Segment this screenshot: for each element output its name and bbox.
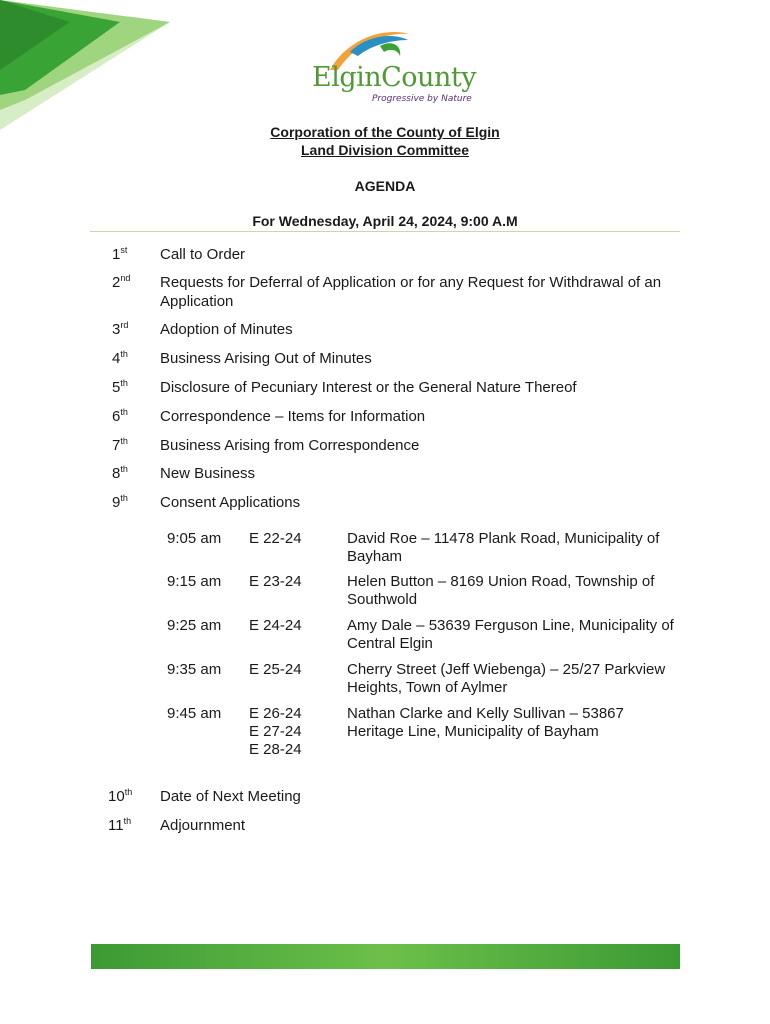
item-text: Business Arising Out of Minutes xyxy=(160,350,372,367)
item-number: 9th xyxy=(112,493,128,511)
item-number: 3rd xyxy=(112,320,129,338)
footer-bar xyxy=(91,944,680,969)
item-number: 7th xyxy=(112,436,128,454)
committee-title: Land Division Committee xyxy=(300,142,470,158)
header-divider xyxy=(90,231,680,232)
logo-tagline: Progressive by Nature xyxy=(372,94,472,104)
item-text: New Business xyxy=(160,465,256,482)
item-number: 8th xyxy=(112,464,128,482)
application-file-number: E 23-24 xyxy=(249,573,302,590)
application-file-number: E 22-24 xyxy=(249,530,302,547)
application-file-number: E 24-24 xyxy=(249,617,302,634)
item-text: Requests for Deferral of Application or for any Request for Withdrawal of an Application xyxy=(160,274,662,310)
application-time: 9:45 am xyxy=(167,705,222,722)
application-description: Amy Dale – 53639 Ferguson Line, Municipality of Central Elgin xyxy=(347,617,674,652)
item-number: 10th xyxy=(108,787,133,805)
application-file-number: E 26-24 E 27-24 E 28-24 xyxy=(249,705,302,758)
application-time: 9:05 am xyxy=(167,530,222,547)
application-time: 9:35 am xyxy=(167,661,222,678)
application-description: Nathan Clarke and Kelly Sullivan – 53867 Heritage Line, Municipality of Bayham xyxy=(347,705,624,740)
item-number: 2nd xyxy=(112,273,131,291)
item-number: 5th xyxy=(112,378,128,396)
item-text: Call to Order xyxy=(160,246,246,263)
item-number: 6th xyxy=(112,407,128,425)
application-description: Helen Button – 8169 Union Road, Township of Southwold xyxy=(347,573,655,608)
application-time: 9:25 am xyxy=(167,617,222,634)
application-file-number: E 25-24 xyxy=(249,661,302,678)
meeting-date: For Wednesday, April 24, 2024, 9:00 A.M xyxy=(252,213,518,229)
application-time: 9:15 am xyxy=(167,573,222,590)
application-description: David Roe – 11478 Plank Road, Municipality of Bayham xyxy=(347,530,660,565)
item-text: Date of Next Meeting xyxy=(160,788,301,805)
organization-title: Corporation of the County of Elgin xyxy=(270,124,500,140)
item-text: Adoption of Minutes xyxy=(160,321,293,338)
item-text: Adjournment xyxy=(160,817,246,834)
item-text: Correspondence – Items for Information xyxy=(160,408,426,425)
agenda-title: AGENDA xyxy=(354,178,416,194)
elgin-county-logo xyxy=(300,22,490,112)
item-text: Disclosure of Pecuniary Interest or the General Nature Thereof xyxy=(160,379,577,396)
logo-wordmark: ElginCounty xyxy=(312,62,476,93)
item-number: 1st xyxy=(112,245,128,263)
item-text: Business Arising from Correspondence xyxy=(160,437,420,454)
item-number: 4th xyxy=(112,349,128,367)
item-number: 11th xyxy=(108,816,132,834)
item-text: Consent Applications xyxy=(160,494,301,511)
corner-decoration xyxy=(0,0,175,140)
application-description: Cherry Street (Jeff Wiebenga) – 25/27 Parkview Heights, Town of Aylmer xyxy=(347,661,666,696)
